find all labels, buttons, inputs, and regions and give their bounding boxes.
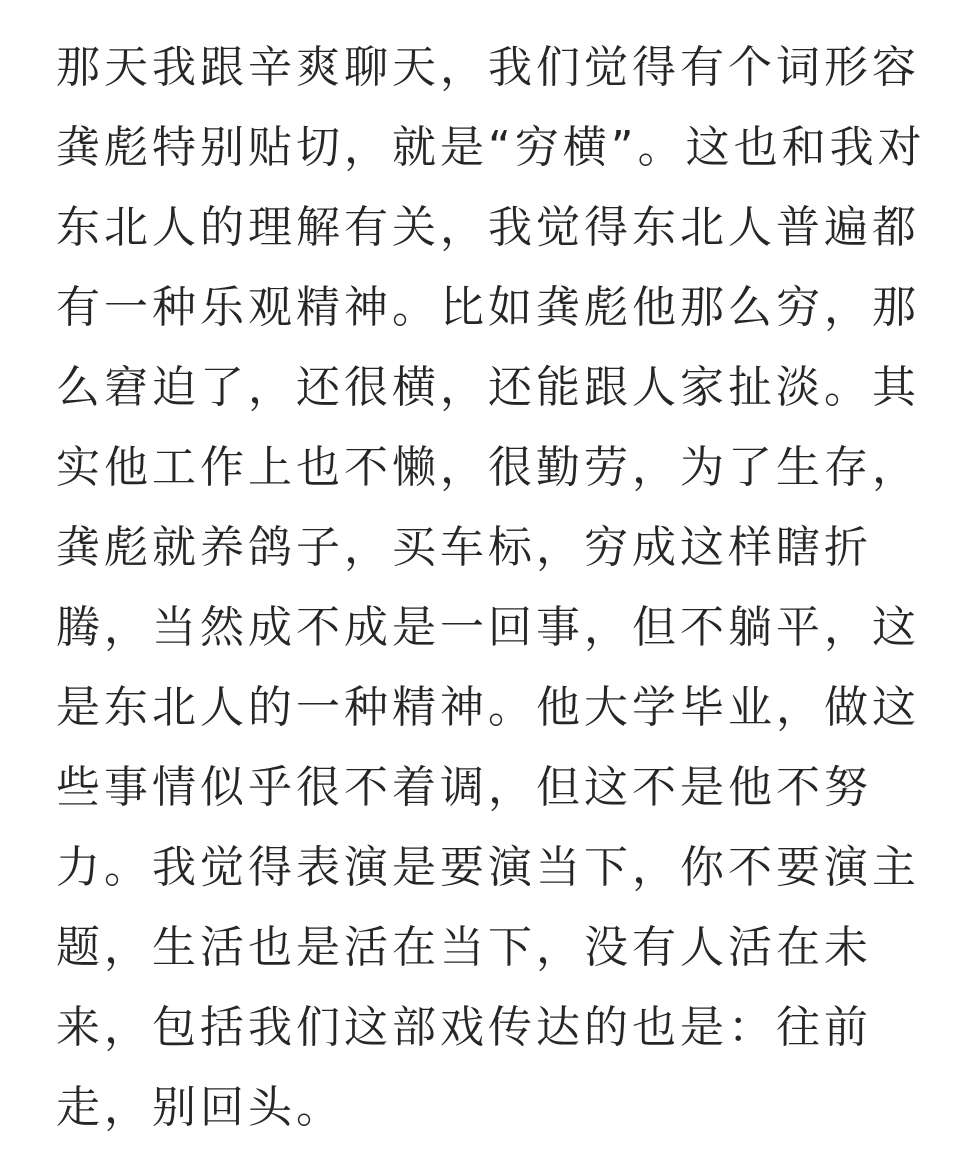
article-body	[56, 28, 926, 1148]
text-line: 走，别回头。	[56, 1082, 344, 1133]
text-line: 龚彪特别贴切，就是“穷横”。这也和我对	[56, 122, 926, 173]
text-line: 东北人的理解有关，我觉得东北人普遍都	[56, 202, 920, 253]
text-line: 力。我觉得表演是要演当下，你不要演主	[56, 842, 920, 893]
text-line: 些事情似乎很不着调，但这不是他不努	[56, 762, 872, 813]
text-line: 来，包括我们这部戏传达的也是：往前	[56, 1002, 872, 1053]
text-line: 是东北人的一种精神。他大学毕业，做这	[56, 682, 920, 733]
text-line: 有一种乐观精神。比如龚彪他那么穷，那	[56, 282, 920, 333]
text-line: 么窘迫了，还很横，还能跟人家扯淡。其	[56, 362, 920, 413]
text-line: 腾，当然成不成是一回事，但不躺平，这	[56, 602, 920, 653]
text-line: 龚彪就养鸽子，买车标，穷成这样瞎折	[56, 522, 872, 573]
text-line: 实他工作上也不懒，很勤劳，为了生存，	[56, 442, 920, 493]
text-line: 题，生活也是活在当下，没有人活在未	[56, 922, 872, 973]
text-line: 那天我跟辛爽聊天，我们觉得有个词形容	[56, 42, 920, 93]
